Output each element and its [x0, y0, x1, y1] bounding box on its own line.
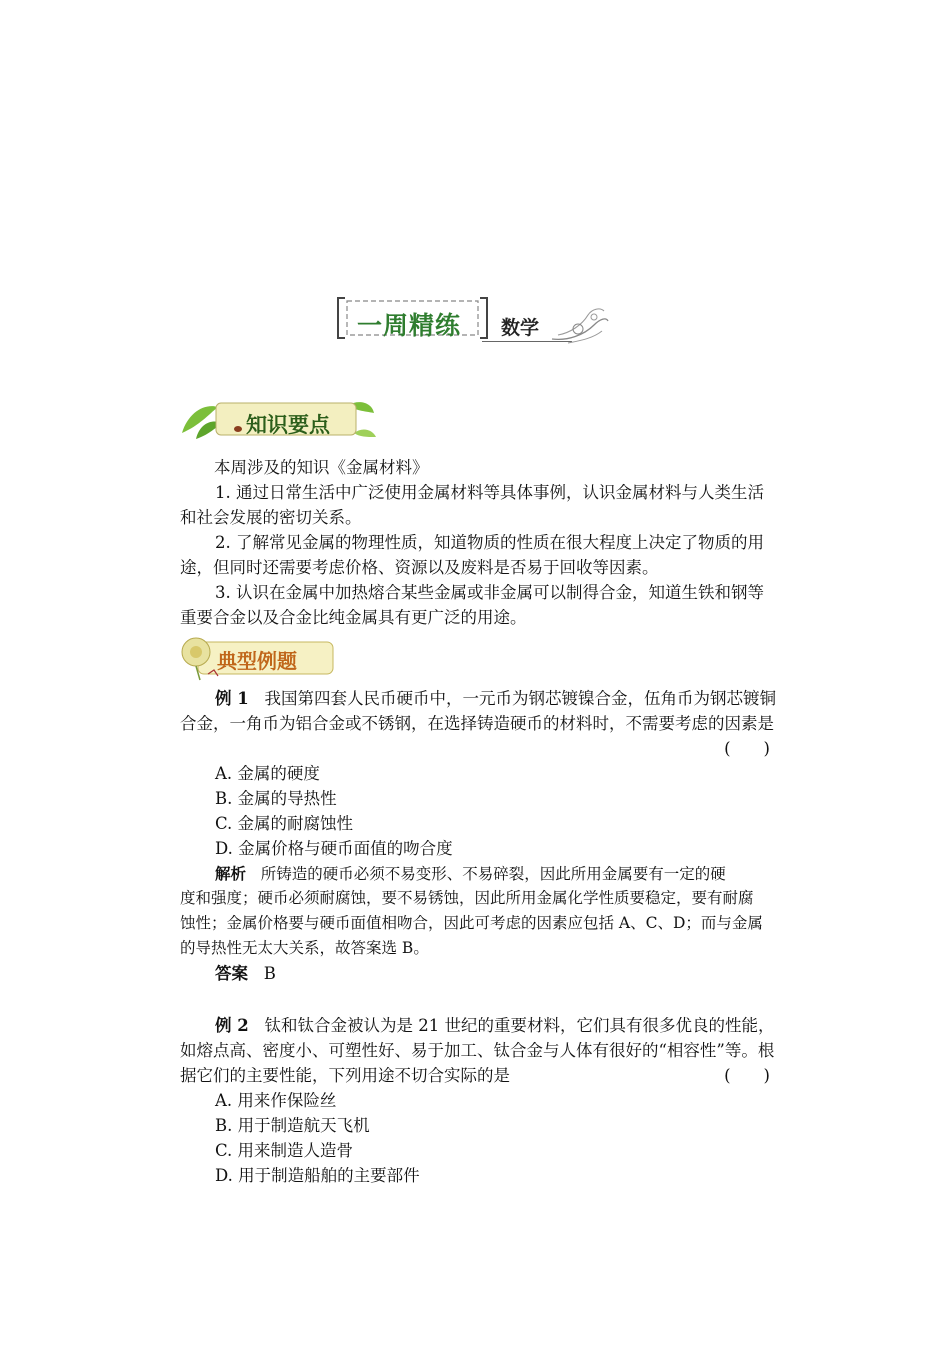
example2-answer-paren: ( ) [724, 1066, 770, 1085]
swirl-ornament-icon [548, 305, 610, 347]
knowledge-intro: 本周涉及的知识《金属材料》 [214, 458, 429, 477]
example2-option-d: D. 用于制造船舶的主要部件 [215, 1166, 420, 1185]
knowledge-p3-l1: 3. 认识在金属中加热熔合某些金属或非金属可以制得合金，知道生铁和钢等 [215, 583, 764, 602]
example1-option-b: B. 金属的导热性 [215, 789, 337, 808]
example2-question-l3 [180, 1063, 770, 1088]
example1-question-l2: 合金，一角币为铝合金或不锈钢，在选择铸造硬币的材料时，不需要考虑的因素是 [180, 714, 774, 733]
analysis-label: 解析 [215, 864, 247, 883]
example1-analysis-l4: 的导热性无太大关系，故答案选 B。 [180, 939, 429, 957]
section-title-knowledge: 知识要点 [246, 413, 330, 437]
analysis-text-l1: 所铸造的硬币必须不易变形、不易碎裂，因此所用金属要有一定的硬 [260, 865, 726, 883]
knowledge-p2-l2: 途，但同时还需要考虑价格、资源以及废料是否易于回收等因素。 [180, 558, 659, 577]
example1-option-d: D. 金属价格与硬币面值的吻合度 [215, 839, 453, 858]
example2-question-l1 [180, 1013, 805, 1038]
example2-question-l2: 如熔点高、密度小、可塑性好、易于加工、钛合金与人体有很好的“相容性”等。根 [180, 1041, 775, 1060]
example1-option-c: C. 金属的耐腐蚀性 [215, 814, 354, 833]
example2-q-l1: 钛和钛合金被认为是 21 世纪的重要材料，它们具有很多优良的性能， [264, 1016, 775, 1035]
section-title-examples: 典型例题 [217, 649, 297, 673]
header-title: 一周精练 [357, 311, 462, 340]
example1-analysis-l2: 度和强度；硬币必须耐腐蚀，要不易锈蚀，因此所用金属化学性质要稳定，要有耐腐 [180, 889, 754, 907]
example1-q-l1: 我国第四套人民币硬币中，一元币为钢芯镀镍合金，伍角币为钢芯镀铜 [264, 689, 776, 708]
example2-option-c: C. 用来制造人造骨 [215, 1141, 354, 1160]
knowledge-p1-l2: 和社会发展的密切关系。 [180, 508, 362, 527]
example1-analysis-l1 [180, 861, 805, 887]
example1-answer [180, 961, 805, 986]
example2-option-b: B. 用于制造航天飞机 [215, 1116, 370, 1135]
answer-label: 答案 [215, 964, 248, 983]
example1-question-l1 [180, 686, 805, 711]
example1-analysis-l3: 蚀性；金属价格要与硬币面值相吻合，因此可考虑的因素应包括 A、C、D；而与金属 [180, 914, 763, 932]
example1-option-a: A. 金属的硬度 [215, 764, 320, 783]
header-subject: 数学 [501, 317, 540, 339]
knowledge-p2-l1: 2. 了解常见金属的物理性质，知道物质的性质在很大程度上决定了物质的用 [215, 533, 764, 552]
example2-q-l3: 据它们的主要性能，下列用途不切合实际的是 [180, 1066, 510, 1085]
example1-label: 例 1 [215, 689, 249, 708]
example2-label: 例 2 [215, 1016, 249, 1035]
knowledge-p3-l2: 重要合金以及合金比纯金属具有更广泛的用途。 [180, 608, 527, 627]
example2-option-a: A. 用来作保险丝 [215, 1091, 337, 1110]
example1-answer-paren: ( ) [724, 739, 770, 758]
knowledge-p1-l1: 1. 通过日常生活中广泛使用金属材料等具体事例，认识金属材料与人类生活 [215, 483, 764, 502]
answer-value: B [263, 964, 276, 983]
